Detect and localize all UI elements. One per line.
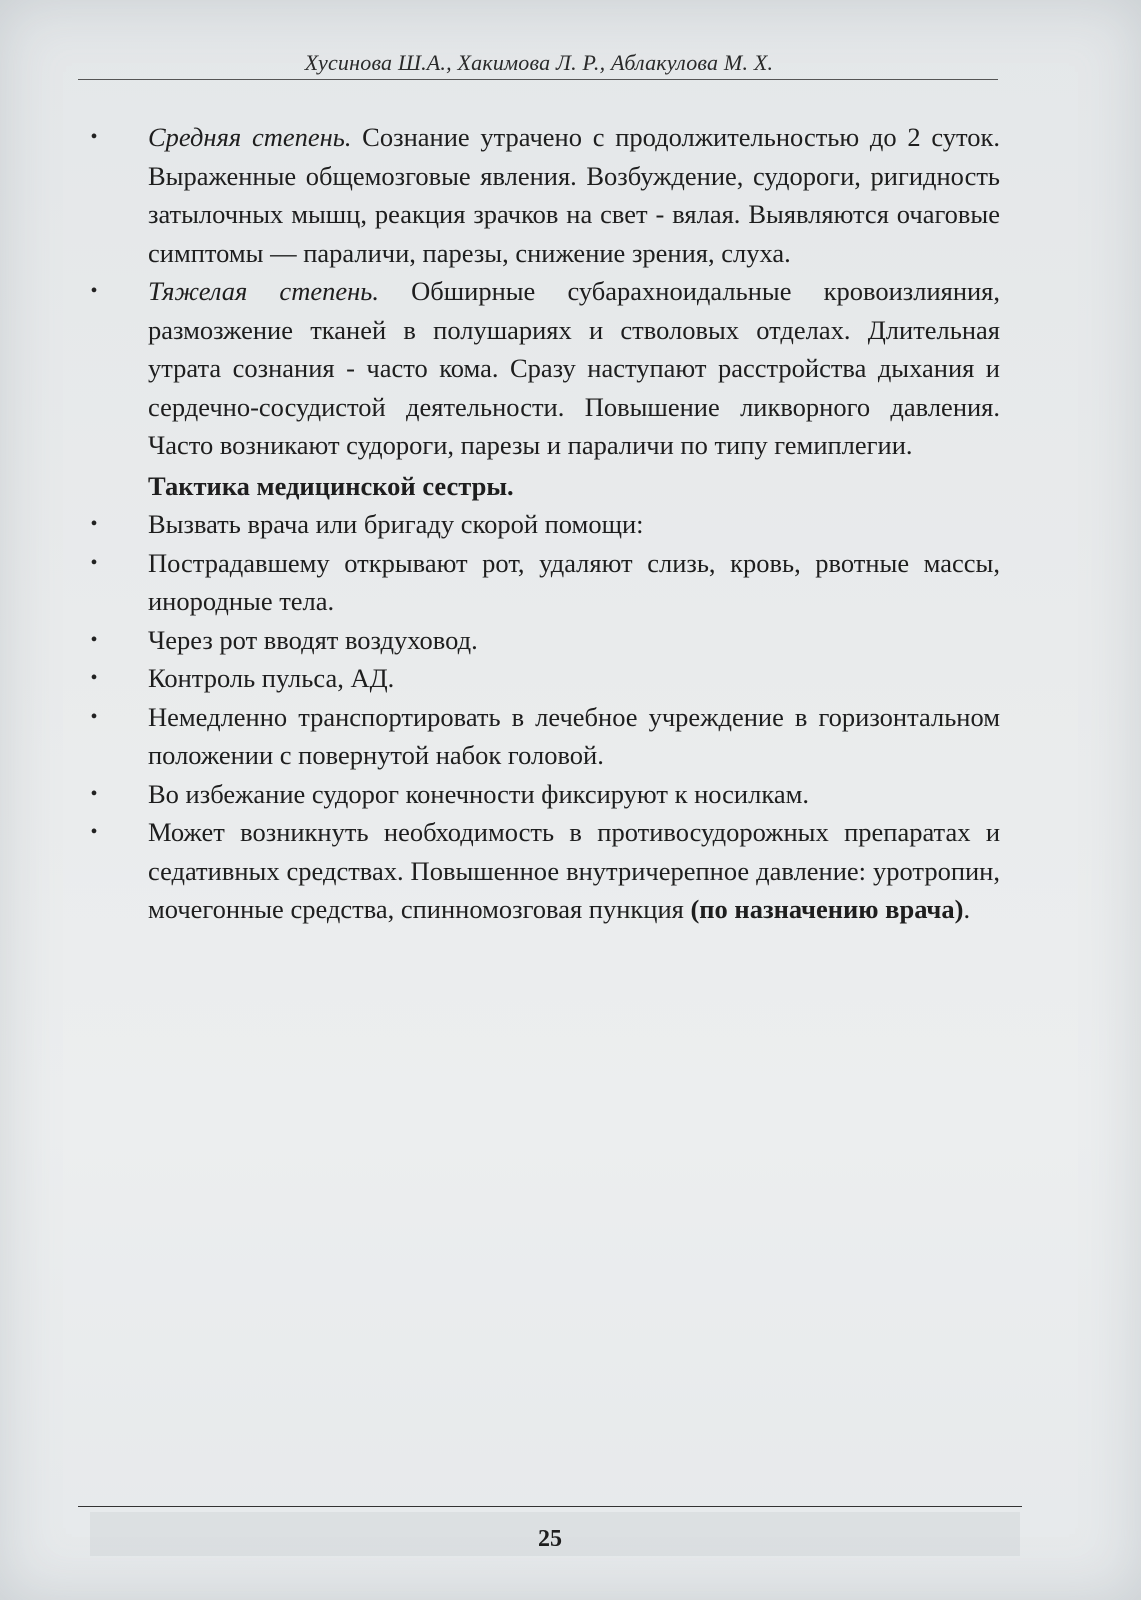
list-item xyxy=(80,775,1000,814)
text-severe: Обширные субарахноидальные кровоизлияния, размозжение тканей в полушариях и стволовых отделах. Длительная утрата сознания - часто кома. Сразу наступают расстройства дыхания и сердечно-сосудистой деятельности. Повышение ликворного давления. Часто возникают судороги, парезы и параличи по типу гемиплегии. xyxy=(148,276,1000,460)
bullet-icon: • xyxy=(90,821,98,843)
page-content xyxy=(80,118,1000,929)
list-item-severe xyxy=(80,272,1000,465)
running-header: Хусинова Ш.А., Хакимова Л. Р., Аблакулова М. Х. xyxy=(304,50,774,75)
bullet-icon: • xyxy=(90,551,98,574)
list-item-text: Пострадавшему открывают рот, удаляют слизь, кровь, рвотные массы, инородные тела. xyxy=(148,547,1000,616)
list-item xyxy=(80,505,1000,544)
bullet-icon: • xyxy=(90,667,98,689)
bullet-icon: • xyxy=(90,280,98,302)
text-moderate: Сознание утрачено с продолжительностью до 2 суток. Выраженные общемозговые явления. Возбуждение, судороги, ригидность затылочных мышц, реакция зрачков на свет - вялая. Выявляются очаговые симптомы — параличи, парезы, снижение зрения, слуха. xyxy=(148,122,1000,268)
list-item-text: Контроль пульса, АД. xyxy=(148,663,395,693)
list-item-last xyxy=(80,813,1000,929)
bullet-icon: • xyxy=(90,705,98,728)
term-severe: Тяжелая степень. xyxy=(148,276,379,306)
page-number: 25 xyxy=(538,1526,562,1552)
bullet-icon: • xyxy=(90,513,98,535)
bullet-icon: • xyxy=(90,628,98,651)
bullet-icon: • xyxy=(90,126,98,148)
doctor-prescription-note: (по назначению врача) xyxy=(690,894,964,924)
header-rule xyxy=(78,79,998,80)
term-moderate: Средняя степень. xyxy=(148,122,352,152)
list-item xyxy=(80,621,1000,660)
bullet-icon: • xyxy=(90,782,98,805)
list-item xyxy=(80,659,1000,698)
list-item-text: Во избежание судорог конечности фиксируют к носилкам. xyxy=(148,778,809,809)
list-item xyxy=(80,698,1000,775)
list-item-moderate xyxy=(80,118,1000,272)
footer-rule xyxy=(78,1506,1022,1507)
list-item-text: Вызвать врача или бригаду скорой помощи: xyxy=(148,509,644,539)
list-item-tail: . xyxy=(963,894,971,924)
list-item-text: Может возникнуть необходимость в противосудорожных препаратах и седативных средствах. Повышенное внутричерепное давление: уротропин, мочегонные средства, спинномозговая пункция xyxy=(148,817,1000,924)
list-item-text: Через рот вводят воздуховод. xyxy=(148,624,478,655)
list-item-text: Немедленно транспортировать в лечебное учреждение в горизонтальном положении с повернутой набок головой. xyxy=(148,701,1000,770)
list-item xyxy=(80,544,1000,621)
section-heading: Тактика медицинской сестры. xyxy=(148,470,514,501)
